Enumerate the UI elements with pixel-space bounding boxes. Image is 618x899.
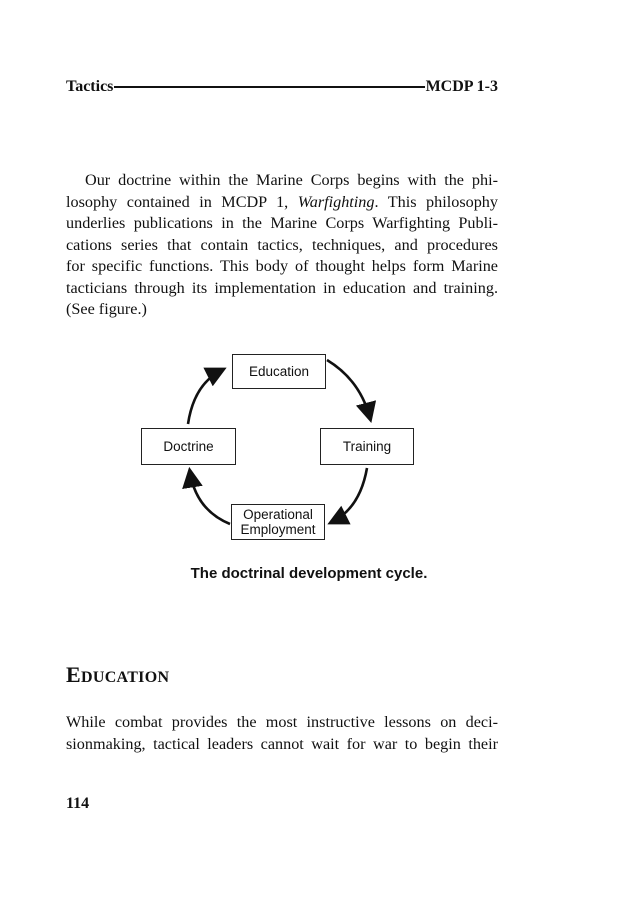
arrow-education-to-training <box>327 360 370 418</box>
arrow-operational-to-doctrine <box>190 472 230 524</box>
running-head <box>66 76 498 98</box>
paragraph-line: for specific functions. This body of thought helps form Marine <box>66 257 498 275</box>
section-heading-education: EDUCATION <box>66 662 170 687</box>
arrow-doctrine-to-education <box>188 370 222 424</box>
publication-title: Warfighting <box>297 192 375 211</box>
paragraph-line: (See figure.) <box>66 300 147 318</box>
figure-caption: The doctrinal development cycle. <box>190 565 428 582</box>
paragraph-line: losophy contained in MCDP 1, Warfighting. This philosophy <box>66 192 498 211</box>
paragraph-line: Our doctrine within the Marine Corps begins with the phi- <box>85 171 498 189</box>
doctrinal-cycle-diagram <box>0 340 618 560</box>
running-head-title: Tactics <box>66 78 114 95</box>
education-paragraph <box>66 712 498 755</box>
paragraph-line: sionmaking, tactical leaders cannot wait for war to begin their <box>66 734 498 753</box>
node-education: Education <box>232 354 326 389</box>
node-doctrine: Doctrine <box>141 428 236 465</box>
paragraph-line: underlies publications in the Marine Corps Warfighting Publi- <box>66 214 498 232</box>
paragraph-line: tacticians through its implementation in education and training. <box>66 278 498 297</box>
paragraph-line: While combat provides the most instructive lessons on deci- <box>66 713 498 731</box>
paragraph-line: cations series that contain tactics, techniques, and procedures <box>66 235 498 254</box>
node-operational-employment: Operational Employment <box>231 504 325 540</box>
running-head-rule <box>114 86 424 88</box>
intro-paragraph <box>66 170 498 321</box>
running-head-publication: MCDP 1-3 <box>425 78 498 95</box>
page-number: 114 <box>66 795 90 812</box>
arrow-training-to-operational <box>332 468 367 522</box>
node-training: Training <box>320 428 414 465</box>
